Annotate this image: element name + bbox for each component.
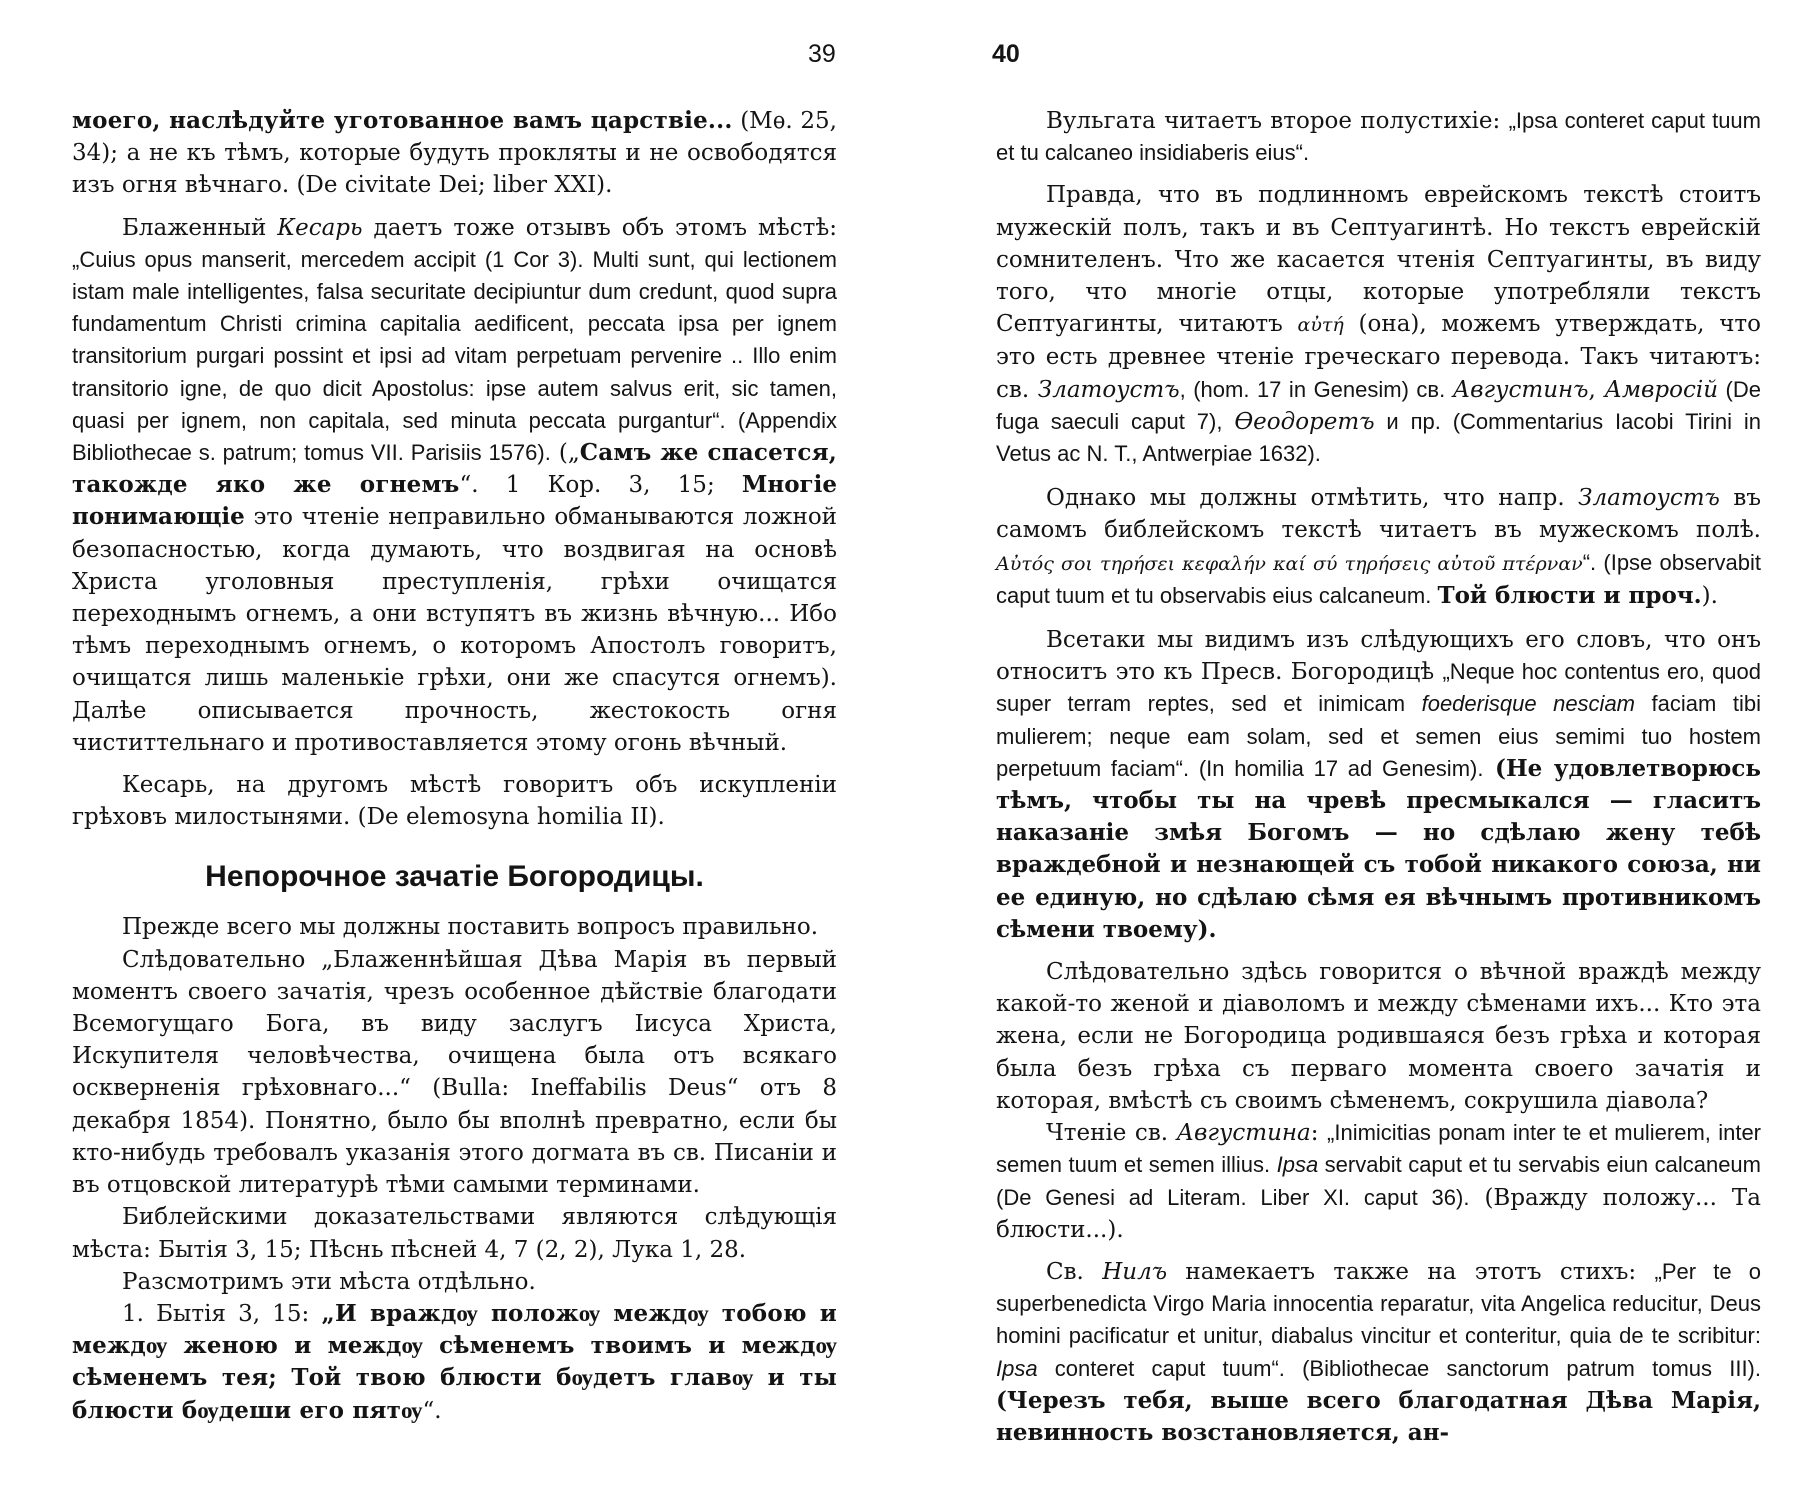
- latin-quote: „Inimicitias ponam inter te et mulierem, inter semen tuum et semen illius.: [996, 1120, 1762, 1178]
- text-run: Св.: [1046, 1258, 1103, 1285]
- page-number: 39: [808, 40, 836, 68]
- section-heading: Непорочное зачатіе Богородицы.: [205, 860, 704, 894]
- latin-quote-italic: Ipsa: [1276, 1152, 1319, 1178]
- slavonic-quote: „И враждѹ положѹ междѹ тобою и междѹ женою и междѹ сѣменемъ твоимъ и междѹ сѣменемъ тея; Той твою блюсти бѹдетъ главѹ и ты блюсти бѹдеши его пятѹ: [72, 1299, 837, 1424]
- text-run: (Мѳ. 25, 34); а не къ тѣмъ, которые будуть прокляты и не освободятся изъ огня вѣчнаго. (De civitate Dei; liber XXI).: [72, 108, 837, 199]
- text-run-bold: Многіе понимающіе: [72, 471, 838, 531]
- author-name: Златоустъ: [1578, 485, 1720, 512]
- author-name: Ѳеодоретъ: [1234, 408, 1375, 435]
- paragraph: [72, 105, 837, 202]
- translation-text: (Не удовлетворюсь тѣмъ, чтобы ты на чревѣ пресмыкался — гласитъ наказаніе змѣя Богомъ — но сдѣлаю жену тебѣ враждебной и незнающей съ тобой никакого союза, ни ее единую, но сдѣлаю сѣмя ея вѣчнымъ противникомъ сѣмени твоему).: [996, 754, 1761, 943]
- text-run: это чтеніе неправильно обманываются ложной безопасностью, когда думають, что воздвигая на основѣ Христа уголовныя преступленія, грѣхи очищатся переходнымъ огнемъ, а они вступятъ въ жизнь вѣчную... Ибо тѣмъ переходнымъ огнемъ, о которомъ Апостолъ говоритъ, очищатся лишь маленькіе грѣхи, они же спасутся огнемъ). Далѣе описывается прочность, жестокость огня чиститтельнаго и противоставляется этому огонь вѣчный.: [72, 504, 837, 756]
- paragraph: [996, 482, 1761, 612]
- text-run: ).: [1701, 582, 1718, 609]
- text-run: Прежде всего мы должны поставить вопросъ правильно.: [122, 914, 819, 941]
- latin-quote: „Ipsa conteret caput tuum et tu calcaneo insidiaberis eius“.: [996, 108, 1761, 166]
- author-name: Нилъ: [1102, 1258, 1168, 1285]
- text-run: даетъ тоже отзывъ объ этомъ мѣстѣ:: [362, 214, 838, 241]
- text-run: въ самомъ библейскомъ текстѣ читаетъ въ мужескомъ полѣ.: [996, 485, 1761, 544]
- text-run: Разсмотримъ эти мѣста отдѣльно.: [122, 1268, 536, 1295]
- paragraph: [996, 624, 1761, 946]
- paragraph: [72, 911, 837, 943]
- text-run: Библейскими доказательствами являются слѣдующія мѣста: Бытія 3, 15; Пѣснь пѣсней 4, 7 (2, 2), Лука 1, 28.: [72, 1204, 837, 1263]
- text-run: Правда, что въ подлинномъ еврейскомъ текстѣ стоитъ мужескій полъ, такъ и въ Септуагинтѣ. Но текстъ еврейскій сомнителенъ. Что же касается чтенія Септуагинты, въ виду того, что многіе отцы, которые употребляли текстъ Септуагинты, читаютъ: [996, 182, 1761, 338]
- latin-quote-italic: Ipsa: [996, 1355, 1038, 1381]
- text-run: Слѣдовательно „Блаженнѣйшая Дѣва Марія въ первый моментъ своего зачатія, чрезъ особенное дѣйствіе благодати Всемогущаго Бога, въ виду заслугъ Іисуса Христа, Искупителя человѣчества, очищена была отъ всякаго оскверненія грѣховнаго...“ (Bulla: Ineffabilis Deus“ отъ 8 декабря 1854). Понятно, было бы вполнѣ превратно, если бы кто-нибудь требовалъ указанія этого догмата въ св. Писаніи и въ отцовской литературѣ тѣми самыми терминами.: [72, 946, 837, 1199]
- paragraph: [996, 1117, 1761, 1246]
- paragraph: [72, 1201, 837, 1265]
- text-run: “. 1 Кор. 3, 15;: [459, 472, 742, 499]
- greek-word: αὐτή: [1297, 314, 1344, 337]
- text-run: :: [1310, 1120, 1328, 1147]
- text-run: 1. Бытія 3, 15:: [122, 1300, 322, 1327]
- paragraph: [996, 956, 1761, 1117]
- text-run: намекаетъ также на этотъ стихъ:: [1167, 1258, 1655, 1285]
- latin-quote: conteret caput tuum“. (Bibliothecae sanctorum patrum tomus III).: [1037, 1355, 1761, 1381]
- greek-quote: Αὐτός σοι τηρήσει κεφαλήν καί σύ τηρήσεις αὐτοῦ πτέρναν: [996, 552, 1583, 575]
- text-run: Однако мы должны отмѣтить, что напр.: [1046, 485, 1579, 512]
- latin-ref: и пр. (Commentarius Iacobi Tirini in Vetus ac N. T., Antwerpiae 1632).: [996, 408, 1761, 467]
- latin-ref: , (hom. 17 in Genesim) св.: [1179, 376, 1453, 402]
- text-run: Чтеніе св.: [1046, 1120, 1177, 1147]
- slavonic-quote: Той блюсти и проч.: [1437, 581, 1702, 609]
- right-page-text: [996, 105, 1761, 1449]
- text-run: Слѣдовательно здѣсь говорится о вѣчной враждѣ между какой-то женой и діаволомъ и между сѣменами ихъ... Кто эта жена, если не Богородица родившаяся безъ грѣха и которая была безъ грѣха съ перваго момента своего зачатія и которая, вмѣстѣ съ своимъ сѣменемъ, сокрушила діавола?: [996, 959, 1761, 1114]
- author-name: Златоустъ: [1037, 376, 1180, 403]
- author-name: Августина: [1176, 1120, 1311, 1147]
- paragraph: [72, 1298, 837, 1427]
- latin-quote: „Per te o superbenedicta Virgo Maria innocentia reparatur, vita Angelica reducitur, Deus homini pacificatur et unitur, diabalus vincitur et conteritur, quia de te scribitur:: [996, 1258, 1762, 1349]
- latin-ref: (De fuga saeculi caput 7),: [996, 376, 1762, 434]
- text-run: („: [550, 440, 580, 467]
- left-page-text: [72, 105, 837, 1427]
- author-name: Кесарь: [277, 214, 363, 241]
- paragraph: [72, 1266, 837, 1298]
- paragraph: [72, 944, 837, 1202]
- translation-text: (Черезъ тебя, выше всего благодатная Дѣва Марія, невинность возстановляется, ан-: [996, 1386, 1761, 1446]
- latin-quote-italic: foederisque nesciam: [1421, 691, 1636, 717]
- page-number: 40: [992, 40, 1020, 68]
- latin-quote: faciam tibi mulierem; neque eam solam, sed et semen eius semimi tuo hostem perpetuum faciam“. (In homilia 17 ad Genesim).: [996, 691, 1761, 781]
- text-run: ,: [1588, 376, 1605, 403]
- text-run: Блаженный: [122, 214, 278, 241]
- text-run: (она), можемъ утверждать, что это есть древнее чтеніе греческаго перевода. Такъ читаютъ: св.: [996, 311, 1761, 403]
- slavonic-quote: моего, наслѣдуйте уготованное вамъ царствіе...: [72, 107, 733, 134]
- text-run: Кесарь, на другомъ мѣстѣ говоритъ объ искупленіи грѣховъ милостынями. (De elemosyna homilia II).: [72, 772, 837, 831]
- author-name: Августинъ: [1452, 376, 1589, 403]
- paragraph: [72, 769, 837, 833]
- text-run: Вульгата читаетъ второе полустихіе:: [1046, 108, 1509, 134]
- paragraph: [996, 1256, 1761, 1449]
- text-run: Всетаки мы видимъ изъ слѣдующихъ его словъ, что онъ относитъ это къ Пресв. Богородицѣ: [996, 627, 1761, 686]
- paragraph: [996, 179, 1761, 470]
- latin-quote: servabit caput et tu servabis eiun calcaneum (De Genesi ad Literam. Liber XI. caput 36).: [996, 1152, 1761, 1210]
- latin-quote: „Cuius opus manserit, mercedem accipit (1 Cor 3). Multi sunt, qui lectionem istam male intelligentes, falsa securitate decipiuntur dum credunt, quod supra fundamentum Christi crimina capitalia aedificent, peccata ipsa per ignem transitorium purgari possint et ipsi ad vitam perpetuam pervenire .. Illo enim transitorio igne, de quo dicit Apostolus: ipse autem salvus erit, sic tamen, quasi per ignem, non capitala, sed minuta peccata purgantur“. (Appendix Bibliothecae s. patrum; tomus VII. Parisiis 1576).: [72, 246, 837, 466]
- text-run: (Вражду положу... Та блюсти...).: [996, 1184, 1761, 1243]
- slavonic-quote: Самъ же спасется, такожде яко же огнемъ: [72, 439, 837, 499]
- latin-quote: „Neque hoc contentus ero, quod super terram reptes, sed et inimicam: [996, 659, 1762, 717]
- latin-quote: “. (Ipse observabit caput tuum et tu observabis eius calcaneum.: [996, 549, 1761, 608]
- paragraph: [72, 212, 837, 759]
- paragraph: [996, 105, 1761, 169]
- author-name: Амвросій: [1604, 376, 1719, 403]
- text-run: “.: [422, 1397, 442, 1424]
